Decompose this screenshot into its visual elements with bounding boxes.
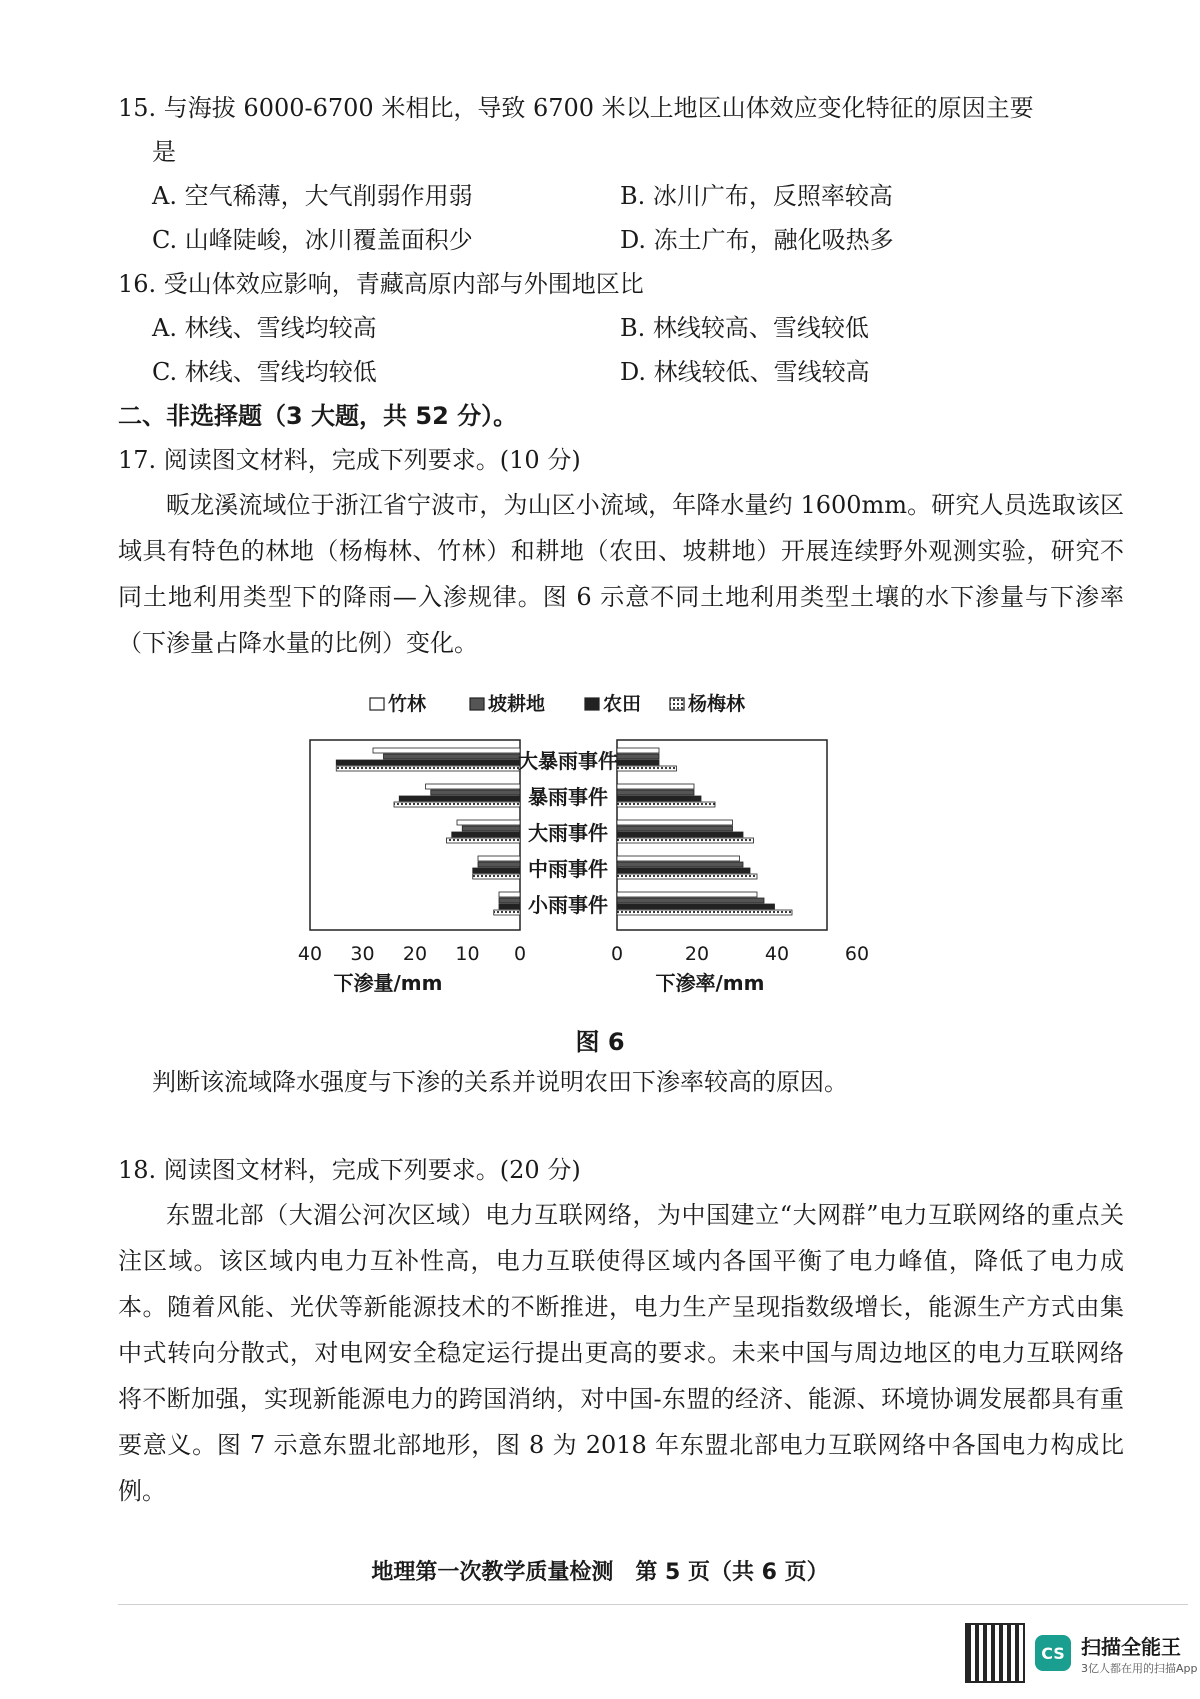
q15-option-b: B. 冰川广布，反照率较高 [620,182,893,210]
right-axis-label: 下渗率/mm [655,971,765,995]
left-bar-2-3 [447,838,521,843]
left-tick-2: 20 [402,943,428,965]
left-bar-2-1 [462,826,520,831]
right-tick-2: 40 [764,943,790,965]
q15-option-a: A. 空气稀薄，大气削弱作用弱 [152,182,473,210]
right-tick-0: 0 [610,943,624,965]
q18-paragraph: 东盟北部（大湄公河次区域）电力互联网络，为中国建立“大网群”电力互联网络的重点关注区域。该区域内电力互补性高，电力互联使得区域内各国平衡了电力峰值，降低了电力成本。随着风能、光伏等新能源技术的不断推进，电力生产呈现指数级增长，能源生产方式由集中式转向分散式，对电网安全稳定运行提出更高的要求。未来中国与周边地区的电力互联网络将不断加强，实现新能源电力的跨国消纳，对中国-东盟的经济、能源、环境协调发展都具有重要意义。图 7 示意东盟北部地形，图 8 为 2018 年东盟北部电力互联网络中各国电力构成比例。 [118,1201,1124,1505]
right-bar-3-3 [617,874,757,879]
right-bar-1-1 [617,790,694,795]
q15-option-c: C. 山峰陡峻，冰川覆盖面积少 [152,226,473,254]
q16-option-a: A. 林线、雪线均较高 [152,314,377,342]
right-bar-4-3 [617,910,792,915]
q16-option-d: D. 林线较低、雪线较高 [620,358,870,386]
left-bar-4-1 [499,898,520,903]
legend-label-2: 农田 [603,693,642,715]
left-bar-1-2 [399,796,520,801]
right-bar-1-0 [617,784,694,789]
q15-stem-line1: 15. 与海拔 6000-6700 米相比，导致 6700 米以上地区山体效应变化特征的原因主要 [118,94,1034,122]
right-bar-2-0 [617,820,733,825]
left-bar-3-3 [473,874,520,879]
left-bar-4-2 [499,904,520,909]
left-bar-1-0 [426,784,521,789]
right-bar-3-1 [617,862,743,867]
right-bar-4-1 [617,898,764,903]
left-bar-0-0 [373,748,520,753]
right-panel-bars [617,748,792,915]
category-label-1: 暴雨事件 [528,785,608,809]
right-bar-0-2 [617,760,659,765]
left-axis-ticks [298,943,526,965]
category-label-0: 大暴雨事件 [518,749,618,773]
right-bar-0-3 [617,766,677,771]
qr-code-icon [965,1623,1025,1683]
q17-question: 判断该流域降水强度与下渗的关系并说明农田下渗率较高的原因。 [152,1068,848,1096]
scanner-watermark [965,1623,1198,1683]
right-bar-2-1 [617,826,733,831]
right-bar-1-3 [617,802,715,807]
left-bar-1-1 [431,790,520,795]
right-bar-3-0 [617,856,740,861]
right-bar-0-1 [617,754,659,759]
footer-divider [118,1604,1188,1605]
cs-logo-icon: CS [1035,1635,1071,1671]
left-bar-2-2 [452,832,520,837]
left-bar-3-1 [478,862,520,867]
legend-swatch-2 [585,698,599,710]
legend-swatch-1 [470,698,484,710]
section-heading: 二、非选择题（3 大题，共 52 分）。 [118,402,518,430]
right-bar-3-2 [617,868,750,873]
chart-legend [370,692,746,715]
left-bar-4-0 [499,892,520,897]
left-bar-1-3 [394,802,520,807]
q18-stem: 18. 阅读图文材料，完成下列要求。(20 分) [118,1156,581,1184]
left-panel-bars [336,748,520,915]
right-axis-ticks [611,943,869,965]
scanner-title: 扫描全能王 [1081,1634,1181,1659]
right-bar-0-0 [617,748,659,753]
legend-swatch-0 [370,698,384,710]
category-labels [518,749,618,917]
legend-label-3: 杨梅林 [688,693,746,715]
q15-stem-line2: 是 [152,138,176,166]
left-bar-2-0 [457,820,520,825]
q17-stem: 17. 阅读图文材料，完成下列要求。(10 分) [118,446,581,474]
page-footer: 地理第一次教学质量检测 第 5 页（共 6 页） [371,1560,829,1585]
scanner-subtitle: 3亿人都在用的扫描App [1081,1661,1198,1675]
left-bar-3-0 [478,856,520,861]
left-tick-1: 30 [350,943,375,965]
q16-option-b: B. 林线较高、雪线较低 [620,314,869,342]
figure-6-caption: 图 6 [575,1028,625,1056]
legend-swatch-3 [670,698,684,710]
left-bar-0-1 [384,754,521,759]
right-bar-2-3 [617,838,754,843]
left-bar-0-2 [336,760,520,765]
q17-paragraph: 畈龙溪流域位于浙江省宁波市，为山区小流域，年降水量约 1600mm。研究人员选取该区域具有特色的林地（杨梅林、竹林）和耕地（农田、坡耕地）开展连续野外观测实验，研究不同土地利用类型下的降雨—入渗规律。图 6 示意不同土地利用类型土壤的水下渗量与下渗率（下渗量占降水量的比例）变化。 [118,491,1124,657]
category-label-3: 中雨事件 [528,857,608,881]
right-bar-2-2 [617,832,743,837]
left-bar-4-3 [494,910,520,915]
q16-option-c: C. 林线、雪线均较低 [152,358,377,386]
left-tick-0: 40 [297,943,323,965]
left-bar-0-3 [336,766,520,771]
left-axis-label: 下渗量/mm [333,971,443,995]
right-bar-1-2 [617,796,701,801]
right-tick-1: 20 [684,943,710,965]
q15-option-d: D. 冻土广布，融化吸热多 [620,226,894,254]
category-label-2: 大雨事件 [528,821,608,845]
right-tick-3: 60 [844,943,870,965]
left-tick-4: 0 [513,943,527,965]
right-bar-4-0 [617,892,757,897]
figure-6-chart [280,690,940,1010]
category-label-4: 小雨事件 [528,893,608,917]
legend-label-0: 竹林 [388,693,427,715]
right-bar-4-2 [617,904,775,909]
left-bar-3-2 [473,868,520,873]
q16-stem: 16. 受山体效应影响，青藏高原内部与外围地区比 [118,270,644,298]
left-tick-3: 10 [455,943,480,965]
legend-label-1: 坡耕地 [488,693,546,715]
